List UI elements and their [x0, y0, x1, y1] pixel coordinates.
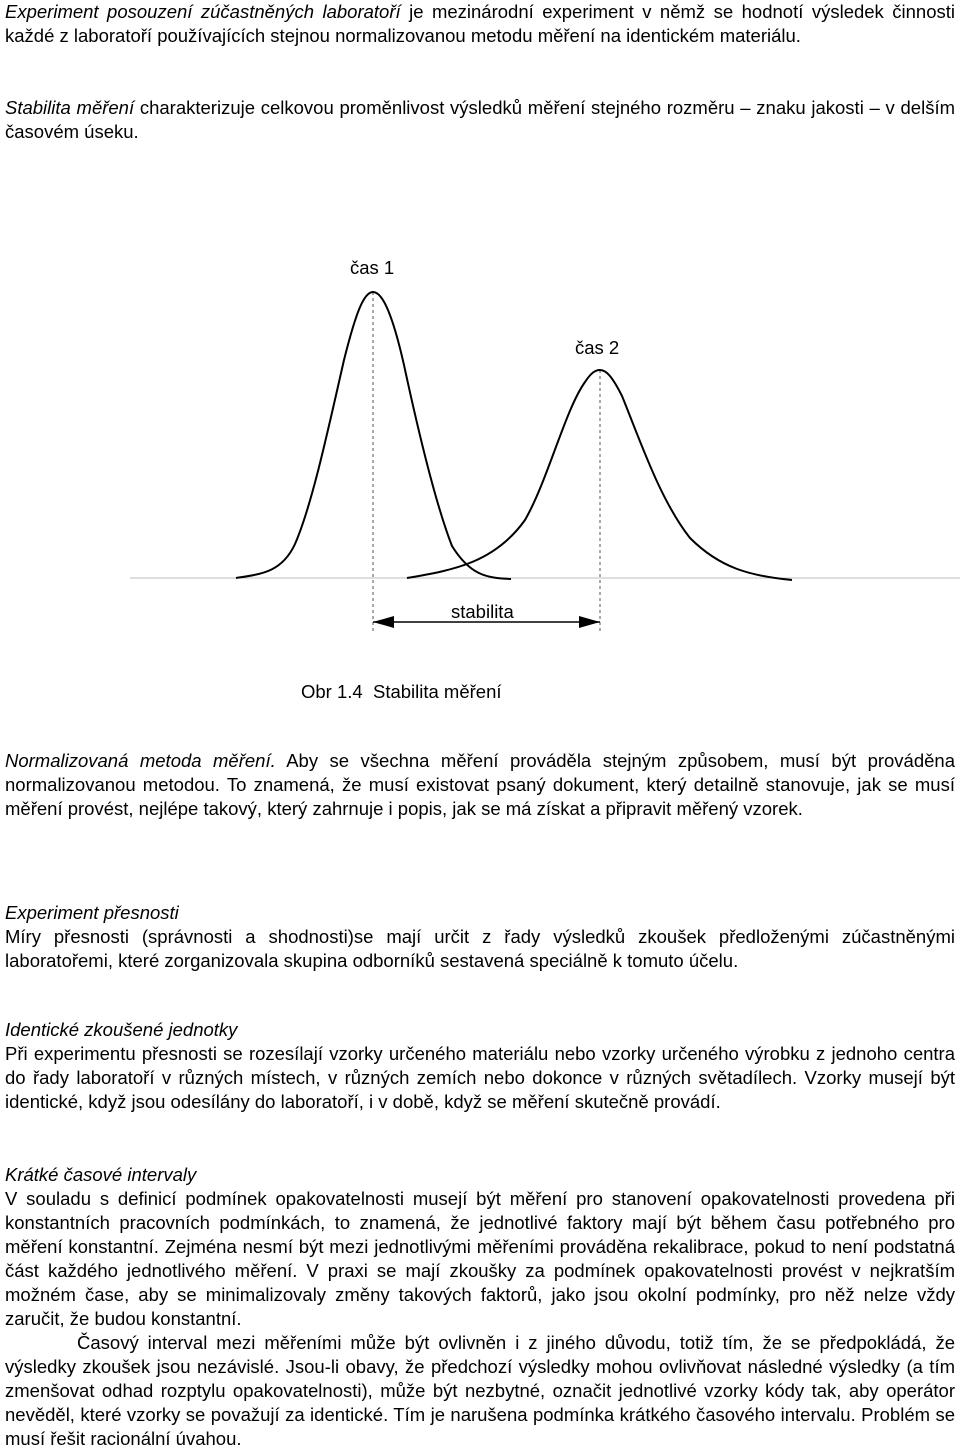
paragraph-identical-units: Při experimentu přesnosti se rozesílají vzorky určeného materiálu nebo vzorky určeného výrobku z jednoho centra do řady laboratoří v různých místech, v různých zemích nebo dokonce v různých světadílech. Vzorky musejí být identické, když jsou odesílány do laboratoří, i v době, když se měření skutečně provádí.: [5, 1043, 955, 1112]
paragraph-normalized-method: [5, 749, 955, 821]
paragraph-text: je mezinárodní experiment v němž se hodnotí výsledek činnosti každé z laboratoří používajících stejnou normalizovanou metodu měření na identickém materiálu.: [5, 1, 955, 46]
heading-short-intervals: Krátké časové intervaly: [5, 1164, 197, 1185]
term-stability: Stabilita měření: [5, 97, 135, 118]
paragraph-precision-experiment: Míry přesnosti (správnosti a shodnosti)se mají určit z řady výsledků zkoušek předloženými zúčastněnými laboratořemi, které zorganizovala skupina odborníků sestavená speciálně k tomuto účelu.: [5, 926, 955, 971]
section-precision-experiment: [5, 901, 955, 973]
paragraph-text: charakterizuje celkovou proměnlivost výsledků měření stejného rozměru – znaku jakosti – v delším časovém úseku.: [5, 97, 955, 142]
label-time1: čas 1: [350, 257, 395, 278]
section-identical-units: [5, 1018, 955, 1114]
paragraph-short-intervals-1: V souladu s definicí podmínek opakovatelnosti musejí být měření pro stanovení opakovatelnosti provedena při konstantních pracovních podmínkách, to znamená, že jednotlivé faktory mají být během času potřebného pro měření konstantní. Zejména nesmí být mezi jednotlivými měřeními prováděna rekalibrace, pokud to není podstatná část každého jednotlivého měření. V praxi se mají zkoušky za podmínek opakovatelnosti provést v nejkratším možném čase, aby se minimalizovaly změny takových faktorů, jako jsou okolní podmínky, pro něž nelze vždy zaručit, že budou konstantní.: [5, 1188, 955, 1329]
label-stability: stabilita: [451, 601, 514, 622]
heading-identical-units: Identické zkoušené jednotky: [5, 1019, 238, 1040]
label-time2: čas 2: [575, 337, 620, 358]
stability-figure: [0, 0, 960, 720]
paragraph-short-intervals-2: [5, 1331, 955, 1451]
section-normalized-method: [5, 749, 955, 821]
term-experiment: Experiment posouzení zúčastněných laboratoří: [5, 1, 401, 22]
paragraph-text: Časový interval mezi měřeními může být ovlivněn i z jiného důvodu, totiž tím, že se předpokládá, že výsledky zkoušek jsou nezávislé. Jsou-li obavy, že předchozí výsledky mohou ovlivňovat následné výsledky (a tím zmenšovat odhad rozptylu opakovatelnosti), může být nezbytné, označit jednotlivé vzorky kódy tak, aby operátor nevěděl, které vzorky se považují za identické. Tím je narušena podmínka krátkého časového intervalu. Problém se musí řešit racionální úvahou.: [5, 1332, 955, 1449]
paragraph-text: Aby se všechna měření prováděla stejným způsobem, musí být prováděna normalizovanou metodou. To znamená, že musí existovat psaný dokument, který detailně stanovuje, jak se musí měření provést, nejlépe takový, který zahrnuje i popis, jak se má získat a připravit měřený vzorek.: [5, 750, 955, 819]
term-normalized-method: Normalizovaná metoda měření.: [5, 750, 276, 771]
figure-caption: Obr 1.4 Stabilita měření: [301, 681, 502, 702]
section-short-intervals: [5, 1163, 955, 1451]
heading-precision-experiment: Experiment přesnosti: [5, 902, 179, 923]
